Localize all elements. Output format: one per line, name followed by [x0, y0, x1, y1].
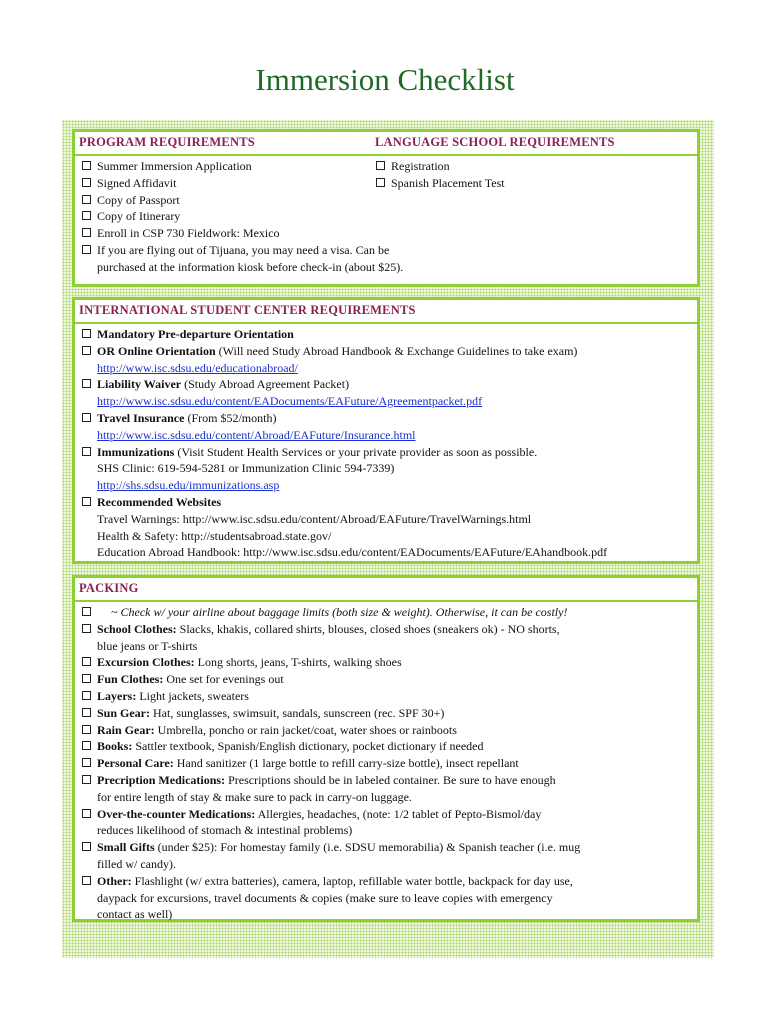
program-section	[72, 129, 700, 287]
program-requirements-heading: PROGRAM REQUIREMENTS	[79, 135, 255, 149]
checkbox[interactable]	[82, 211, 91, 220]
isc-heading: INTERNATIONAL STUDENT CENTER REQUIREMENTS	[79, 303, 416, 317]
immunizations-link[interactable]: http://shs.sdsu.edu/immunizations.asp	[97, 478, 280, 493]
list-item-note: ~ Check w/ your airline about baggage limits (both size & weight). Otherwise, it can be costly!	[75, 604, 697, 621]
list-item: Registration	[369, 158, 505, 175]
list-item: Copy of Passport	[75, 192, 675, 209]
checkbox[interactable]	[82, 245, 91, 254]
checkbox[interactable]	[82, 497, 91, 506]
list-item: Small Gifts (under $25): For homestay family (i.e. SDSU memorabilia) & Spanish teacher (i.e. mug filled w/ candy).	[75, 839, 697, 873]
checkbox[interactable]	[82, 674, 91, 683]
isc-section-header	[75, 300, 697, 324]
packing-section-header	[75, 578, 697, 602]
list-item: Layers: Light jackets, sweaters	[75, 688, 697, 705]
checkbox[interactable]	[82, 447, 91, 456]
list-item: Fun Clothes: One set for evenings out	[75, 671, 697, 688]
checkbox[interactable]	[82, 842, 91, 851]
checkbox[interactable]	[82, 161, 91, 170]
checkbox[interactable]	[82, 775, 91, 784]
program-section-header	[75, 132, 697, 156]
checkbox[interactable]	[82, 876, 91, 885]
packing-heading: PACKING	[79, 581, 139, 595]
list-item-online-orientation: OR Online Orientation (Will need Study Abroad Handbook & Exchange Guidelines to take exam) http://www.isc.sdsu.edu/educationabroad/	[75, 343, 697, 377]
list-item-websites: Recommended Websites Travel Warnings: http://www.isc.sdsu.edu/content/Abroad/EAFuture/TravelWarnings.html Health & Safety: http://studentsabroad.state.gov/ Education Abroad Handbook: http://www.isc.sdsu.edu/content/EADocuments/EAFuture/EAhandbook.pdf	[75, 494, 697, 561]
checkbox[interactable]	[82, 228, 91, 237]
list-item: Excursion Clothes: Long shorts, jeans, T-shirts, walking shoes	[75, 654, 697, 671]
checkbox[interactable]	[376, 161, 385, 170]
list-item: Signed Affidavit	[75, 175, 675, 192]
list-item: Precription Medications: Prescriptions should be in labeled container. Be sure to have enough for entire length of stay & make sure to pack in carry-on luggage.	[75, 772, 697, 806]
list-item: Books: Sattler textbook, Spanish/English dictionary, pocket dictionary if needed	[75, 738, 697, 755]
page-title: Immersion Checklist	[255, 62, 515, 97]
checkbox[interactable]	[82, 624, 91, 633]
list-item-insurance: Travel Insurance (From $52/month) http://www.isc.sdsu.edu/content/Abroad/EAFuture/Insurance.html	[75, 410, 697, 444]
insurance-link[interactable]: http://www.isc.sdsu.edu/content/Abroad/EAFuture/Insurance.html	[97, 427, 416, 442]
checkbox[interactable]	[82, 758, 91, 767]
list-item: Sun Gear: Hat, sunglasses, swimsuit, sandals, sunscreen (rec. SPF 30+)	[75, 705, 697, 722]
educationabroad-link[interactable]: http://www.isc.sdsu.edu/educationabroad/	[97, 360, 298, 375]
packing-list	[75, 604, 697, 923]
checkbox[interactable]	[82, 708, 91, 717]
checkbox[interactable]	[82, 413, 91, 422]
list-item: Personal Care: Hand sanitizer (1 large bottle to refill carry-size bottle), insect repellant	[75, 755, 697, 772]
list-item-orientation: Mandatory Pre-departure Orientation	[75, 326, 697, 343]
list-item: Enroll in CSP 730 Fieldwork: Mexico	[75, 225, 675, 242]
list-item: Spanish Placement Test	[369, 175, 505, 192]
list-item: School Clothes: Slacks, khakis, collared shirts, blouses, closed shoes (sneakers ok) - NO shorts, blue jeans or T-shirts	[75, 621, 697, 655]
checkbox[interactable]	[82, 809, 91, 818]
checkbox[interactable]	[82, 725, 91, 734]
checkbox[interactable]	[82, 691, 91, 700]
list-item: Copy of Itinerary	[75, 208, 675, 225]
checkbox[interactable]	[82, 195, 91, 204]
isc-section	[72, 297, 700, 564]
language-school-list	[369, 158, 505, 192]
checkbox[interactable]	[82, 178, 91, 187]
list-item: Other: Flashlight (w/ extra batteries), camera, laptop, refillable water bottle, backpack for day use, daypack for excursions, travel documents & copies (make sure to leave copies with emergency contact as well)	[75, 873, 697, 923]
list-item: Over-the-counter Medications: Allergies, headaches, (note: 1/2 tablet of Pepto-Bismol/day reduces likelihood of stomach & intestinal problems)	[75, 806, 697, 840]
checkbox[interactable]	[82, 346, 91, 355]
list-item: Summer Immersion Application	[75, 158, 675, 175]
list-item-immunizations: Immunizations (Visit Student Health Services or your private provider as soon as possible. SHS Clinic: 619-594-5281 or Immunization Clinic 594-7339) http://shs.sdsu.edu/immunizations.asp	[75, 444, 697, 494]
checkbox[interactable]	[82, 657, 91, 666]
checkbox[interactable]	[82, 607, 91, 616]
checkbox[interactable]	[82, 741, 91, 750]
checkbox[interactable]	[82, 329, 91, 338]
language-school-heading: LANGUAGE SCHOOL REQUIREMENTS	[375, 135, 615, 149]
agreement-packet-link[interactable]: http://www.isc.sdsu.edu/content/EADocuments/EAFuture/Agreementpacket.pdf	[97, 394, 483, 409]
packing-section	[72, 575, 700, 922]
checkbox[interactable]	[82, 379, 91, 388]
list-item: Rain Gear: Umbrella, poncho or rain jacket/coat, water shoes or rainboots	[75, 722, 697, 739]
list-item-waiver: Liability Waiver (Study Abroad Agreement Packet) http://www.isc.sdsu.edu/content/EADocuments/EAFuture/Agreementpacket.pdf	[75, 376, 697, 410]
isc-list	[75, 326, 697, 561]
list-item-visa: If you are flying out of Tijuana, you may need a visa. Can be purchased at the information kiosk before check-in (about $25).	[75, 242, 675, 276]
checkbox[interactable]	[376, 178, 385, 187]
